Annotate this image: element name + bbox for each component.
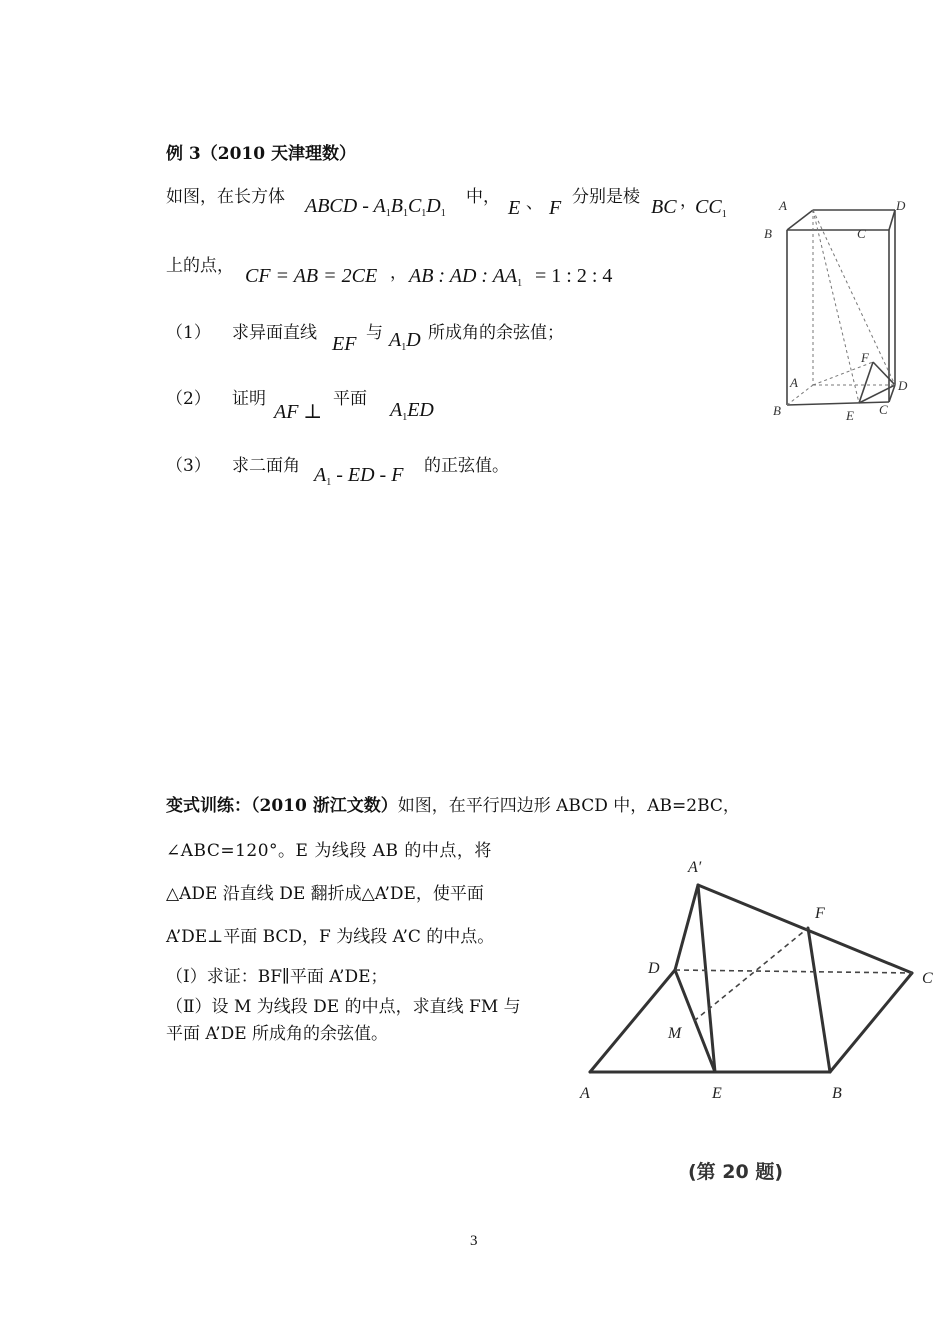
comma-2: ， (390, 263, 407, 283)
label-f: F (815, 905, 825, 922)
cuboid-figure (755, 190, 925, 440)
hidden-a1e (813, 210, 859, 403)
intro-prefix: 如图，在长方体 (166, 187, 285, 207)
q1-ef: EF (332, 333, 357, 355)
edge-dprime (675, 885, 698, 970)
label-e: E (712, 1085, 722, 1102)
label-c: C (922, 970, 933, 987)
edge-aprime-c (698, 885, 912, 973)
edge-b1a1 (787, 210, 813, 230)
condition-1: CF = AB = 2CE (245, 265, 378, 287)
q1-text-b: 与 (366, 323, 383, 343)
q2-plane: $A_1ED$ (390, 399, 434, 423)
edge-fb (808, 928, 830, 1072)
label-d: D (648, 960, 660, 977)
separator: 、 (526, 193, 543, 213)
label-d1: D (896, 198, 906, 213)
label-b: B (832, 1085, 842, 1102)
edge-bc (830, 973, 912, 1072)
q3-number: （3） (166, 456, 211, 476)
hidden-a1d (813, 210, 895, 385)
variant-line1 (166, 795, 740, 817)
label-b1: B (764, 226, 772, 241)
q1-text-a: 求异面直线 (232, 323, 317, 343)
q2-af-perp: AF ⊥ (274, 401, 323, 423)
q2-text-b: 平面 (333, 389, 367, 409)
hidden-mf (694, 928, 808, 1021)
point-e: E (508, 197, 521, 219)
line2-prefix: 上的点， (166, 256, 234, 276)
label-a-prime: A′ (688, 859, 702, 876)
edge-aprime-e (698, 885, 715, 1072)
variant-part2b: 平面 A’DE 所成角的余弦值。 (166, 1024, 389, 1044)
q1-a1d: $A_1D$ (389, 329, 421, 353)
folded-parallelogram-figure (560, 840, 950, 1190)
hidden-af (813, 362, 873, 385)
intro-mid2: 分别是棱 (572, 187, 640, 207)
box-name: ABCD - $A_1B_1C_1D_1$ (305, 195, 446, 219)
point-f: F (549, 197, 562, 219)
comma: ， (680, 191, 697, 211)
label-c1: C (857, 226, 866, 241)
label-d: D (898, 378, 908, 393)
condition-2: AB : AD : $AA_1$ (409, 265, 523, 289)
edge-bc: BC (651, 196, 677, 218)
label-a1: A (779, 198, 787, 213)
label-b: B (773, 403, 781, 418)
label-m: M (668, 1025, 682, 1042)
page-number: 3 (470, 1233, 478, 1249)
q3-text-b: 的正弦值。 (424, 456, 509, 476)
q1-text-c: 所成角的余弦值； (428, 323, 564, 343)
q1-number: （1） (166, 323, 211, 343)
q3-dihedral: $A_1$ - ED - F (314, 464, 404, 488)
label-f: F (861, 350, 869, 365)
label-a: A (580, 1085, 590, 1102)
intro-mid: 中， (466, 187, 500, 207)
label-e: E (846, 408, 854, 423)
edge-bc (787, 402, 889, 405)
variant-part1: （Ⅰ）求证：BF∥平面 A’DE； (166, 967, 388, 987)
label-a: A (790, 375, 798, 390)
ratio: = 1 : 2 : 4 (535, 265, 613, 287)
edge-ad (590, 970, 675, 1072)
variant-title: 变式训练：（2010 浙江文数） (166, 796, 398, 816)
q3-text-a: 求二面角 (232, 456, 300, 476)
q2-text-a: 证明 (232, 389, 266, 409)
edge-cc1: $CC_1$ (695, 196, 727, 220)
hidden-dc (675, 970, 912, 973)
label-c: C (879, 402, 888, 417)
variant-line1-rest: 如图，在平行四边形 ABCD 中，AB=2BC， (397, 796, 740, 816)
figure2-caption: (第 20 题) (688, 1161, 784, 1183)
variant-line2: ∠ABC=120°。E 为线段 AB 的中点，将 (166, 841, 492, 861)
edge-fd (873, 362, 895, 385)
variant-part2a: （Ⅱ）设 M 为线段 DE 的中点，求直线 FM 与 (166, 997, 521, 1017)
variant-line3: △ADE 沿直线 DE 翻折成△A’DE，使平面 (166, 884, 484, 904)
edge-c1d1 (889, 210, 895, 230)
variant-line4: A’DE⊥平面 BCD，F 为线段 A’C 的中点。 (166, 927, 495, 947)
example3-title: 例 3（2010 天津理数） (166, 144, 356, 164)
q2-number: （2） (166, 389, 211, 409)
